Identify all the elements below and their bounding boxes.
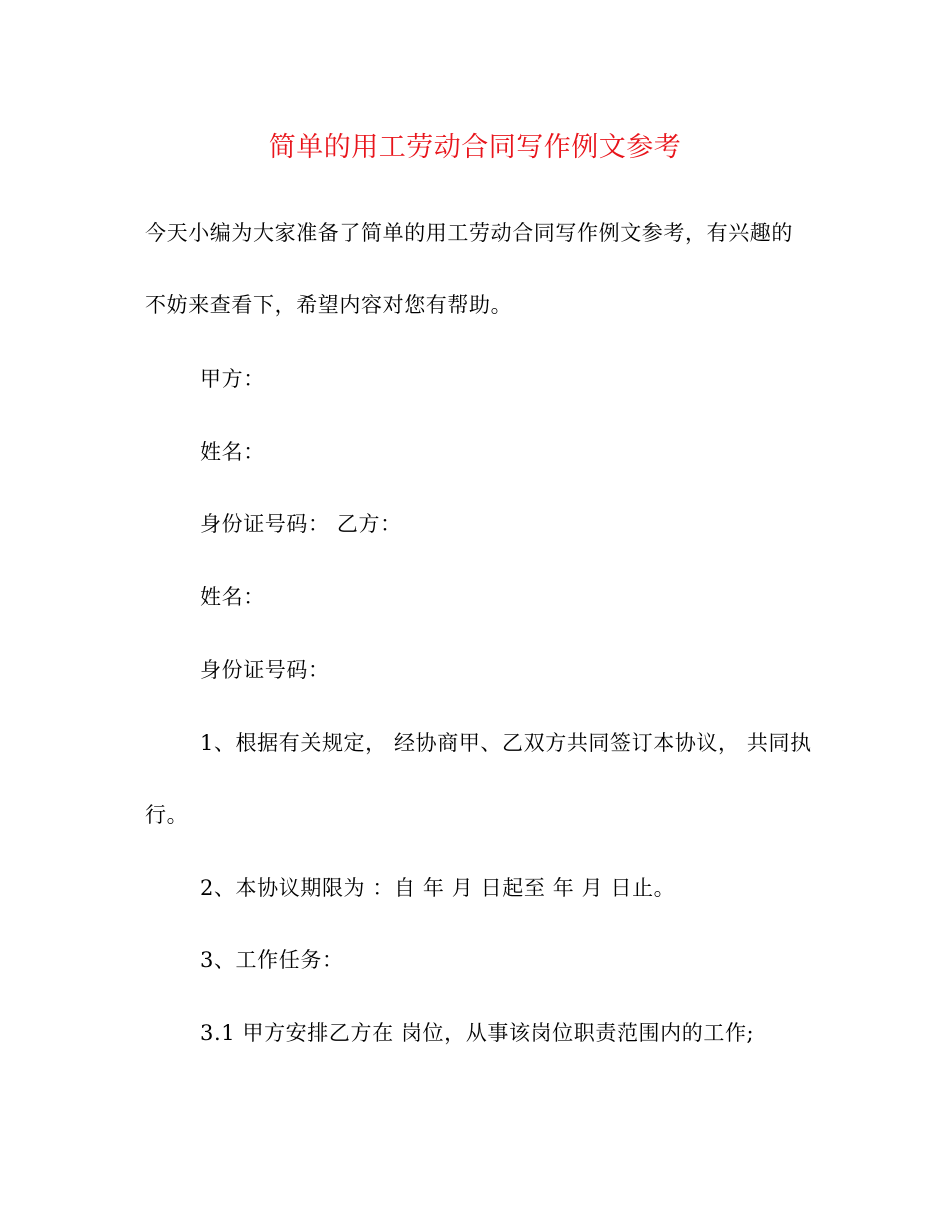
clause-1-line-1: 1、根据有关规定， 经协商甲、乙双方共同签订本协议， 共同执 — [200, 731, 812, 755]
intro-line-1: 今天小编为大家准备了简单的用工劳动合同写作例文参考，有兴趣的 — [145, 221, 793, 245]
clause-1-line-2: 行。 — [145, 803, 189, 827]
party-a-name-label: 姓名： — [200, 440, 265, 464]
clause-2: 2、本协议期限为 ：自 年 月 日起至 年 月 日止。 — [200, 876, 676, 900]
party-b-name-label: 姓名： — [200, 585, 265, 609]
intro-line-2: 不妨来查看下，希望内容对您有帮助。 — [145, 293, 513, 317]
clause-3-1: 3.1 甲方安排乙方在 岗位，从事该岗位职责范围内的工作; — [200, 1021, 755, 1045]
document-title: 简单的用工劳动合同写作例文参考 — [268, 132, 682, 163]
party-a-label: 甲方： — [200, 367, 265, 391]
party-b-id-label: 身份证号码： — [200, 658, 330, 682]
clause-3-heading: 3、工作任务： — [200, 948, 344, 972]
party-a-id-and-party-b-label: 身份证号码： 乙方： — [200, 512, 402, 536]
